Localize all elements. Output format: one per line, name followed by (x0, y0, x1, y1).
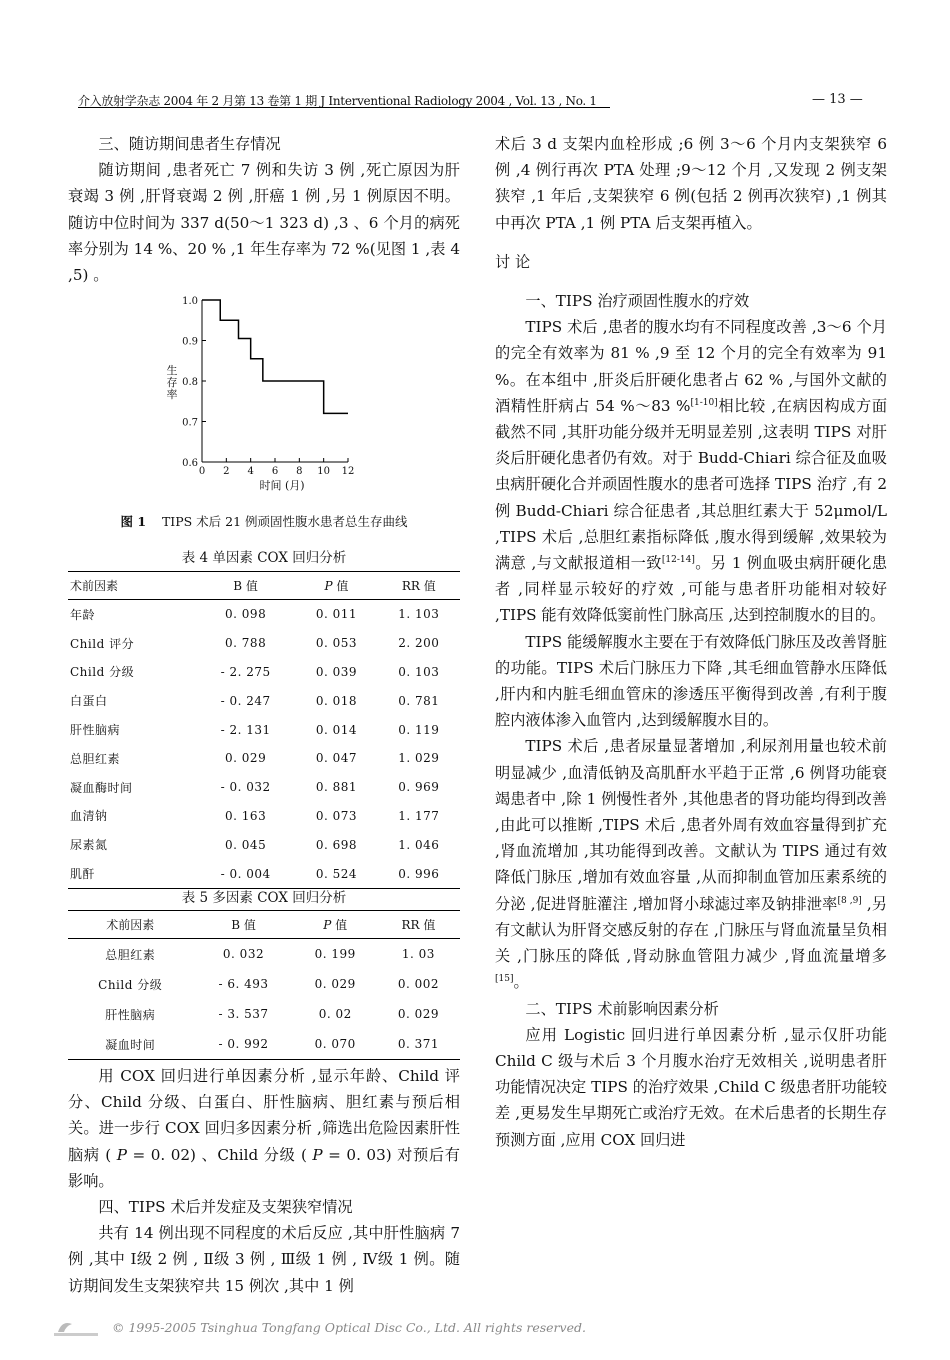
cox-text-3: = 0. 03) 对预后有影响。 (68, 1145, 460, 1190)
table5-cell: - 3. 537 (218, 1007, 269, 1021)
table5-header-cell: P 值 (294, 911, 377, 939)
figure-caption (68, 512, 460, 530)
left-column-top (68, 131, 460, 288)
table4-cell: - 0. 032 (220, 780, 271, 795)
table5-cell: 0. 199 (314, 947, 356, 961)
y-label-char-3: 率 (166, 388, 178, 401)
y-tick-label: 0.6 (182, 458, 198, 469)
table4-cell: 总胆红素 (70, 751, 121, 766)
p-symbol-1: P (116, 1145, 127, 1164)
table5-body (68, 939, 460, 1060)
table5-row (68, 1029, 460, 1060)
table5-cell: Child 分级 (98, 977, 163, 992)
table5-cell: 0. 032 (222, 947, 265, 961)
table4-cell: 尿素氮 (70, 838, 108, 853)
table4-cell: 0. 039 (315, 664, 358, 679)
table4-cell: 年龄 (70, 607, 96, 622)
table4-cell: 0. 098 (225, 607, 267, 622)
table4-cell: - 0. 247 (220, 693, 271, 708)
x-tick-label: 10 (317, 466, 331, 477)
table4-cell: 1. 177 (398, 808, 440, 823)
mechanism-paragraph: TIPS 能缓解腹水主要在于有效降低门脉压及改善肾脏的功能。TIPS 术后门脉压力下降 ,其毛细血管静水压降低 ,肝内和内脏毛细血管床的渗透压平衡得到改善 ,有利于腹腔内液体渗入血管内 ,达到缓解腹水目的。 (495, 632, 887, 730)
table4-cell: - 2. 275 (220, 664, 271, 679)
table4-cell: Child 评分 (70, 636, 135, 651)
table5-row (68, 999, 460, 1029)
section4-paragraph: 共有 14 例出现不同程度的术后反应 ,其中肝性脑病 7 例 ,其中 Ⅰ级 2 例 , Ⅱ级 3 例 , Ⅲ级 1 例 , Ⅳ级 1 例。随访期间发生支架狭窄共 15 例次 ,其中 1 例 (68, 1224, 460, 1295)
footer (52, 1316, 912, 1340)
table4-row (68, 629, 460, 658)
table4-cell: 0. 073 (315, 808, 358, 823)
cox-text-2: = 0. 02) 、Child 分级 ( (126, 1145, 313, 1164)
subsection1-title: 一、TIPS 治疗顽固性腹水的疗效 (525, 292, 750, 311)
efficacy-text-1: TIPS 术后 ,患者的腹水均有不同程度改善 ,3～6 个月的完全有效率为 81 % ,9 至 12 个月的完全有效率为 91 %。在本组中 ,肝炎后肝硬化患者占 62 % ,与国外文献的酒精性肝病占 54 %～83 % (495, 318, 887, 415)
survival-curve (202, 300, 348, 413)
table5-cell: - 6. 493 (218, 977, 269, 991)
table5-cell: 凝血时间 (68, 1029, 193, 1060)
renal-text-1: TIPS 术后 ,患者尿量显著增加 ,利尿剂用量也较术前明显减少 ,血清低钠及高肌酐水平趋于正常 ,6 例肾功能衰竭患者中 ,除 1 例慢性者外 ,其他患者的肾功能均得到改善 ,由此可以推断 ,TIPS 术后 ,患者外周有效血容量得到扩充 ,肾血流增加 ,其功能得到改善。文献认为 TIPS 通过有效降低门脉压 ,增加有效血容量 ,从而抑制血管加压素系统的分泌 ,促进肾脏灌注 ,增加肾小球滤过率及钠排泄率 (495, 737, 887, 913)
table4-cell: 1. 029 (398, 751, 440, 766)
table4-cell: 0. 045 (225, 837, 267, 852)
figure-caption-label: 图 1 (120, 514, 147, 529)
table4-cell: 2. 200 (398, 636, 440, 651)
table5-cell: 肝性脑病 (105, 1007, 156, 1022)
table5-cell: - 0. 992 (193, 1029, 293, 1060)
x-tick-label: 2 (223, 466, 230, 477)
efficacy-text-3: 。另 1 例血吸虫病肝硬化患者 ,同样显示较好的疗效 ,可能与患者肝功能相对较好 ,TIPS 能有效降低窦前性门脉高压 ,达到控制腹水的目的。 (495, 554, 888, 625)
table4-cell: 0. 103 (398, 664, 440, 679)
section4-title: 四、TIPS 术后并发症及支架狭窄情况 (98, 1198, 353, 1217)
table5-row (68, 969, 460, 999)
y-axis-label (167, 363, 178, 401)
table4-row (68, 658, 460, 687)
table4-row (68, 859, 460, 888)
renal-text-2: ,另有文献认为肝肾交感反射的存在 ,门脉压与肾血流量呈负相关 ,门脉压的降低 ,肾动脉血管阻力减少 ,肾血流量增多 (495, 894, 888, 966)
table4 (68, 571, 460, 889)
page-number: — 13 — (812, 92, 863, 107)
table4-row (68, 773, 460, 802)
table4-header-cell: 术前因素 (68, 572, 196, 600)
y-tick-label: 1.0 (182, 296, 198, 307)
table4-cell: 1. 046 (398, 837, 440, 852)
section3-paragraph: 随访期间 ,患者死亡 7 例和失访 3 例 ,死亡原因为肝衰竭 3 例 ,肝肾衰竭 2 例 ,肝癌 1 例 ,另 1 例原因不明。随访中位时间为 337 d(50～1 323 d) ,3 、6 个月的病死率分别为 14 %、20 % ,1 年生存率为 72 %(见图 1 ,表 4 ,5) 。 (68, 161, 460, 285)
table4-cell: 0. 029 (225, 751, 267, 766)
table5-row (68, 939, 460, 970)
renal-text-3: 。 (513, 973, 529, 992)
discussion-title: 讨 论 (495, 252, 531, 271)
table4-cell: 肝性脑病 (70, 723, 121, 738)
table4-cell: 0. 018 (315, 693, 358, 708)
table4-cell: 0. 698 (315, 837, 358, 852)
table5-cell: 总胆红素 (105, 947, 156, 962)
renal-paragraph (495, 733, 887, 995)
table4-cell: 凝血酶时间 (70, 780, 133, 795)
publisher-logo (52, 1318, 100, 1338)
journal-header: 介入放射学杂志 2004 年 2 月第 13 卷第 1 期 J Interventional Radiology 2004 , Vol. 13 , No. 1 (78, 94, 597, 108)
table4-cell: 0. 163 (225, 808, 267, 823)
table5-cell: 0. 029 (314, 977, 356, 991)
table4-cell: 0. 881 (315, 780, 358, 795)
table5-cell: 0. 070 (294, 1029, 377, 1060)
p-symbol-2: P (312, 1145, 323, 1164)
citation-2: [12-14] (661, 554, 695, 565)
table4-cell: 0. 781 (398, 693, 440, 708)
cox-analysis-paragraph (68, 1063, 460, 1194)
table4-header-cell: B 值 (196, 572, 295, 600)
table5 (68, 910, 460, 1060)
table4-cell: - 0. 004 (196, 859, 295, 888)
table4-header (68, 572, 460, 600)
table5-header-cell: RR 值 (377, 911, 460, 939)
table4-title: 表 4 单因素 COX 回归分析 (181, 550, 347, 566)
running-header (78, 92, 878, 110)
citation-1: [1-10] (690, 397, 718, 408)
subsection2-title: 二、TIPS 术前影响因素分析 (525, 999, 719, 1018)
citation-4: [15] (495, 974, 514, 985)
table5-cell: 0. 371 (377, 1029, 460, 1060)
x-tick-label: 6 (271, 466, 279, 477)
table4-cell: 白蛋白 (70, 694, 108, 709)
table4-cell: 肌酐 (68, 859, 196, 888)
x-tick-label: 8 (296, 466, 303, 477)
table4-header-cell: RR 值 (378, 572, 460, 600)
table4-cell: 0. 969 (398, 780, 440, 795)
y-tick-label: 0.7 (182, 417, 198, 429)
citation-3: [8 ,9] (837, 895, 862, 906)
table4-row (68, 802, 460, 831)
copyright-text: © 1995-2005 Tsinghua Tongfang Optical Disc Co., Ltd. All rights reserved. (112, 1320, 586, 1335)
table5-header-cell: 术前因素 (68, 911, 193, 939)
table4-body (68, 600, 460, 889)
table4-row (68, 744, 460, 773)
table4-cell: 0. 011 (315, 607, 358, 622)
table5-cell: 0. 02 (318, 1007, 352, 1021)
x-tick-label: 4 (247, 466, 254, 477)
table4-cell: 0. 788 (225, 636, 267, 651)
section3-title: 三、随访期间患者生存情况 (98, 135, 281, 153)
table4-row (68, 686, 460, 715)
table4-cell: Child 分级 (70, 665, 135, 680)
table4-header-cell: P 值 (295, 572, 377, 600)
efficacy-paragraph (495, 314, 887, 628)
table4-cell: 0. 053 (315, 636, 358, 651)
x-axis-label: 时间 (月) (259, 479, 305, 492)
header-rule (78, 107, 610, 108)
x-ticks (199, 458, 355, 477)
efficacy-text-2: 相比较 ,在病因构成方面截然不同 ,其肝功能分级并无明显差别 ,这表明 TIPS 对肝炎后肝硬化患者仍有效。对于 Budd-Chiari 综合征及血吸虫病肝硬化合并顽固性腹水的患者可选择 TIPS 治疗 ,有 2 例 Budd-Chiari 综合征患者 ,其总胆红素大于 52μmol/L ,TIPS 术后 ,总胆红素指标降低 ,腹水得到缓解 ,效果较为满意 ,与文献报道相一致 (495, 396, 888, 573)
x-tick-label: 12 (341, 466, 355, 477)
y-tick-label: 0.9 (182, 336, 198, 348)
figure-caption-text: TIPS 术后 21 例顽固性腹水患者总生存曲线 (161, 514, 408, 529)
x-tick-label: 0 (198, 466, 206, 477)
table4-cell: 血清钠 (70, 809, 108, 824)
table4-row (68, 600, 460, 629)
y-tick-label: 0.8 (182, 377, 198, 388)
table5-cell: 0. 029 (397, 1007, 439, 1021)
right-column (495, 131, 887, 1153)
y-label-char-1: 生 (166, 364, 178, 377)
survival-chart (150, 290, 370, 500)
table5-cell: 1. 03 (401, 947, 435, 961)
table4-row (68, 830, 460, 859)
y-label-char-2: 存 (166, 376, 178, 389)
table4-cell: 0. 119 (398, 722, 440, 737)
table4-cell: 0. 047 (315, 751, 358, 766)
table4-cell: 0. 524 (295, 859, 377, 888)
table5-header-cell: B 值 (193, 911, 293, 939)
table4-cell: 0. 014 (315, 722, 358, 737)
table5-header (68, 911, 460, 939)
table4-cell: 1. 103 (398, 607, 440, 622)
table4-cell: - 2. 131 (220, 722, 271, 737)
table5-title: 表 5 多因素 COX 回归分析 (181, 890, 347, 906)
cox-text-1: 用 COX 回归进行单因素分析 ,显示年龄、Child 评分、Child 分级、白蛋白、肝性脑病、胆红素与预后相关。进一步行 COX 回归多因素分析 ,筛选出危险因素肝性脑病 ( (68, 1067, 460, 1164)
logistic-paragraph: 应用 Logistic 回归进行单因素分析 ,显示仅肝功能 Child C 级与术后 3 个月腹水治疗无效相关 ,说明患者肝功能情况决定 TIPS 的治疗效果 ,Child C 级患者肝功能较差 ,更易发生早期死亡或治疗无效。在术后患者的长期生存预测方面 ,应用 COX 回归进 (495, 1025, 887, 1149)
table4-cell: 0. 996 (378, 859, 460, 888)
left-column-bottom (68, 1063, 460, 1299)
continued-paragraph: 术后 3 d 支架内血栓形成 ;6 例 3～6 个月内支架狭窄 6 例 ,4 例行再次 PTA 处理 ;9～12 个月 ,又发现 2 例支架狭窄 ,1 年后 ,支架狭窄 6 例(包括 2 例再次狭窄) ,1 例其中再次 PTA ,1 例 PTA 后支架再植入。 (495, 135, 887, 232)
table5-cell: 0. 002 (397, 977, 439, 991)
table4-row (68, 715, 460, 744)
